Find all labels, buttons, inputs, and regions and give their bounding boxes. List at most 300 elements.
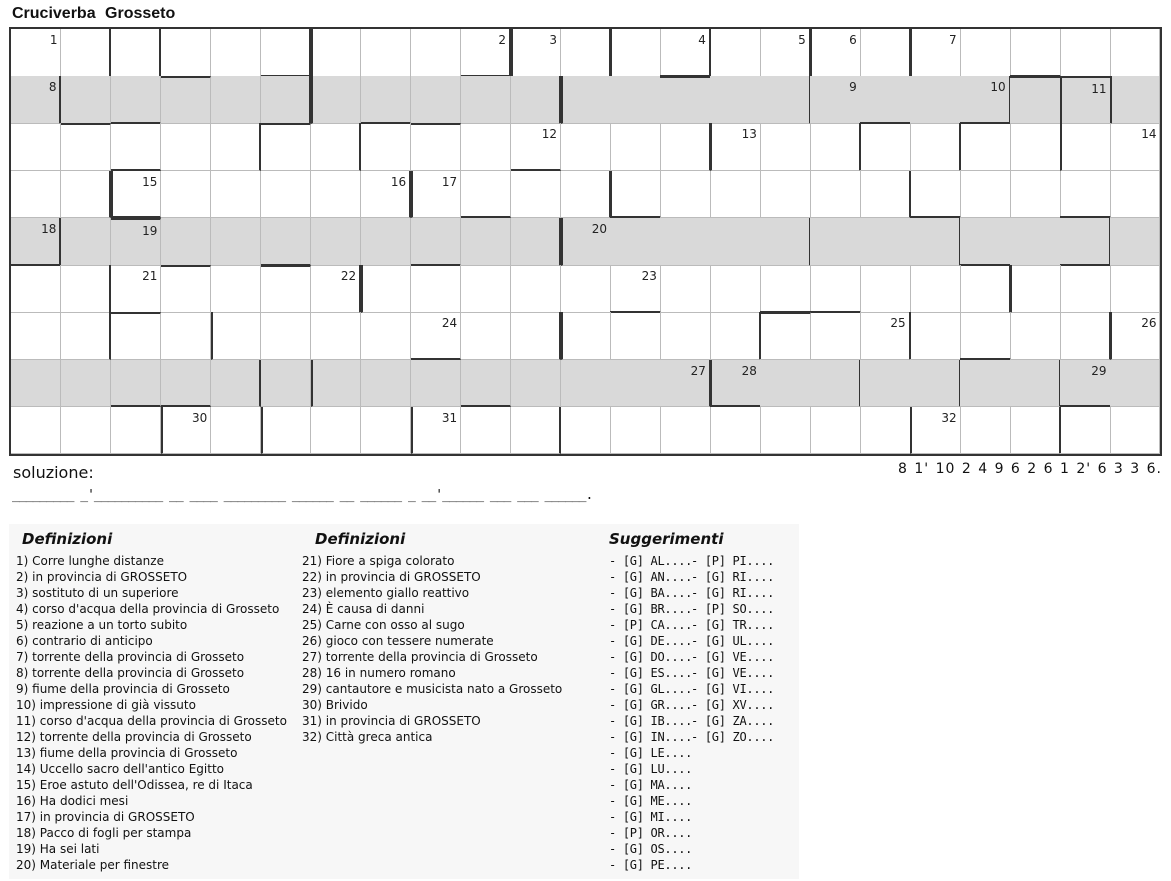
grid-cell[interactable] [760,312,810,360]
definition-item: 20) Materiale per finestre [16,858,170,872]
grid-cell[interactable] [411,171,461,219]
grid-cell[interactable] [1010,76,1060,124]
grid-cell[interactable] [361,360,411,408]
suggestion-item: - [G] LE.... [609,746,693,760]
grid-cell[interactable] [960,360,1010,408]
grid-cell[interactable] [1110,29,1160,77]
clue-number: 31 [441,410,458,425]
grid-cell[interactable] [361,218,411,266]
definition-item: 31) in provincia di GROSSETO [302,714,481,728]
suggestion-item: - [G] RI.... [691,586,775,600]
grid-cell[interactable] [511,407,561,455]
definition-item: 12) torrente della provincia di Grosseto [16,730,252,744]
grid-cell[interactable] [760,407,810,455]
grid-cell[interactable] [311,360,361,408]
clue-number: 20 [591,221,607,236]
grid-cell[interactable] [461,123,511,171]
grid-cell[interactable] [810,360,860,408]
grid-cell[interactable] [810,312,860,360]
clue-number: 30 [192,410,208,425]
grid-cell[interactable] [810,171,860,219]
grid-cell[interactable] [61,123,111,171]
grid-cell[interactable] [710,218,760,266]
grid-cell[interactable] [511,171,561,219]
grid-cell[interactable] [161,312,211,360]
grid-cell[interactable] [161,360,211,408]
grid-cell[interactable] [511,360,561,408]
solution-label: soluzione: [13,463,94,482]
grid-cell[interactable] [461,76,511,124]
suggestion-item: - [P] SO.... [691,602,775,616]
grid-cell[interactable] [261,76,311,124]
suggestion-item: - [G] MA.... [609,778,693,792]
grid-cell[interactable] [660,312,710,360]
grid-cell[interactable] [1060,312,1110,360]
grid-cell[interactable] [111,76,161,124]
clue-number: 22 [340,269,357,284]
definition-item: 15) Eroe astuto dell'Odissea, re di Itaca [16,778,253,792]
grid-cell[interactable] [1060,123,1110,171]
grid-cell[interactable] [710,265,760,313]
grid-cell[interactable] [610,29,660,77]
grid-cell[interactable] [361,407,411,455]
clue-number: 2 [498,33,507,47]
grid-cell[interactable] [361,29,411,77]
grid-cell[interactable] [960,312,1010,360]
grid-cell[interactable] [860,407,910,455]
suggestions-heading: Suggerimenti [609,530,724,548]
definition-item: 2) in provincia di GROSSETO [16,570,188,584]
suggestion-item: - [P] PI.... [691,554,775,568]
suggestion-item: - [G] VE.... [691,650,775,664]
suggestions-list-2 [691,553,774,745]
grid-cell[interactable] [810,29,860,77]
grid-cell[interactable] [11,123,61,171]
definitions-list-1 [16,553,287,873]
grid-cell[interactable] [261,265,311,313]
grid-cell[interactable] [561,312,611,360]
grid-cell[interactable] [461,407,511,455]
clue-number: 26 [1141,316,1157,331]
grid-cell[interactable] [1010,407,1060,455]
grid-cell[interactable] [11,171,61,219]
grid-cell[interactable] [810,265,860,313]
grid-cell[interactable] [161,407,211,455]
grid-cell[interactable] [311,218,361,266]
grid-cell[interactable] [361,76,411,124]
grid-cell[interactable] [660,76,710,124]
grid-cell[interactable] [561,123,611,171]
grid-cell[interactable] [211,171,261,219]
grid-cell[interactable] [561,218,611,266]
grid-cell[interactable] [960,123,1010,171]
grid-cell[interactable] [960,265,1010,313]
grid-cell[interactable] [561,360,611,408]
grid-cell[interactable] [111,265,161,313]
grid-cell[interactable] [1110,407,1160,455]
clue-number: 27 [690,363,706,378]
grid-cell[interactable] [111,171,161,219]
definition-item: 30) Brivido [302,698,368,712]
grid-cell[interactable] [710,76,760,124]
solution-blanks: _________ _'__________ __ ____ _________ ______ __ ______ _ __'______ ___ ___ ______. [12,488,593,503]
grid-cell[interactable] [1110,360,1160,408]
grid-cell[interactable] [411,218,461,266]
grid-cell[interactable] [960,29,1010,77]
grid-cell[interactable] [910,218,960,266]
suggestion-item: - [P] CA.... [609,618,693,632]
grid-cell[interactable] [211,407,261,455]
grid-cell[interactable] [660,29,710,77]
grid-cell[interactable] [411,360,461,408]
suggestion-item: - [G] AL.... [609,554,693,568]
grid-cell[interactable] [760,29,810,77]
grid-cell[interactable] [211,360,261,408]
clue-number: 25 [890,316,906,331]
grid-cell[interactable] [660,218,710,266]
suggestion-item: - [G] DE.... [609,634,693,648]
grid-cell[interactable] [860,76,910,124]
definition-item: 17) in provincia di GROSSETO [16,810,195,824]
clue-number: 10 [990,80,1006,95]
definition-item: 6) contrario di anticipo [16,634,153,648]
grid-cell[interactable] [111,312,161,360]
grid-cell[interactable] [261,218,311,266]
grid-cell[interactable] [111,407,161,455]
grid-cell[interactable] [610,360,660,408]
solution-code: 8 1' 10 2 4 9 6 2 6 1 2' 6 3 3 6. [898,461,1162,477]
grid-cell[interactable] [710,407,760,455]
grid-cell[interactable] [211,265,261,313]
grid-cell[interactable] [311,171,361,219]
grid-cell[interactable] [11,265,61,313]
definition-item: 16) Ha dodici mesi [16,794,129,808]
clue-number: 13 [741,127,757,142]
suggestion-item: - [G] BA.... [609,586,693,600]
suggestion-item: - [G] GL.... [609,682,693,696]
grid-cell[interactable] [561,265,611,313]
grid-cell[interactable] [261,407,311,455]
suggestion-item: - [G] UL.... [691,634,775,648]
grid-cell[interactable] [311,265,361,313]
grid-cell[interactable] [810,123,860,171]
grid-cell[interactable] [610,123,660,171]
grid-cell[interactable] [11,360,61,408]
grid-cell[interactable] [411,407,461,455]
grid-cell[interactable] [361,312,411,360]
grid-cell[interactable] [610,76,660,124]
clue-number: 4 [698,33,706,47]
clue-number: 12 [541,127,558,142]
grid-cell[interactable] [1060,265,1110,313]
grid-cell[interactable] [860,218,910,266]
grid-cell[interactable] [311,29,361,77]
grid-cell[interactable] [361,171,411,219]
grid-cell[interactable] [161,265,211,313]
grid-cell[interactable] [760,360,810,408]
grid-cell[interactable] [311,407,361,455]
suggestion-item: - [G] DO.... [609,650,693,664]
grid-cell[interactable] [411,76,461,124]
grid-cell[interactable] [1010,123,1060,171]
definition-item: 28) 16 in numero romano [302,666,456,680]
definition-item: 25) Carne con osso al sugo [302,618,465,632]
grid-cell[interactable] [1060,218,1110,266]
grid-cell[interactable] [61,29,111,77]
clue-number: 16 [390,174,407,189]
definition-item: 7) torrente della provincia di Grosseto [16,650,245,664]
definition-item: 5) reazione a un torto subito [16,618,188,632]
grid-cell[interactable] [211,218,261,266]
grid-cell[interactable] [361,265,411,313]
grid-cell[interactable] [1010,312,1060,360]
grid-cell[interactable] [1060,407,1110,455]
grid-cell[interactable] [910,312,960,360]
grid-cell[interactable] [710,29,760,77]
grid-cell[interactable] [710,312,760,360]
grid-cell[interactable] [411,123,461,171]
grid-cell[interactable] [511,123,561,171]
grid-cell[interactable] [11,29,61,77]
grid-cell[interactable] [1110,76,1160,124]
clue-number: 18 [41,221,57,236]
grid-cell[interactable] [61,312,111,360]
definition-item: 10) impressione di già vissuto [16,698,196,712]
suggestion-item: - [G] VI.... [691,682,775,696]
suggestions-list-1 [609,553,692,873]
grid-cell[interactable] [461,312,511,360]
grid-cell[interactable] [1010,265,1060,313]
grid-cell[interactable] [860,312,910,360]
grid-cell[interactable] [61,265,111,313]
suggestion-item: - [G] IB.... [609,714,693,728]
grid-cell[interactable] [11,312,61,360]
grid-cell[interactable] [461,218,511,266]
grid-cell[interactable] [311,76,361,124]
definition-item: 26) gioco con tessere numerate [302,634,494,648]
definition-item: 18) Pacco di fogli per stampa [16,826,192,840]
definition-item: 9) fiume della provincia di Grosseto [16,682,230,696]
grid-cell[interactable] [960,76,1010,124]
definitions-list-2 [302,553,562,745]
definition-item: 4) corso d'acqua della provincia di Grosseto [16,602,280,616]
suggestion-item: - [G] ZO.... [691,730,775,744]
suggestion-item: - [G] TR.... [691,618,775,632]
grid-cell[interactable] [810,407,860,455]
grid-cell[interactable] [61,171,111,219]
grid-cell[interactable] [660,123,710,171]
grid-cell[interactable] [760,171,810,219]
grid-cell[interactable] [710,123,760,171]
grid-cell[interactable] [960,171,1010,219]
grid-cell[interactable] [960,407,1010,455]
suggestion-item: - [G] XV.... [691,698,775,712]
grid-cell[interactable] [211,312,261,360]
grid-cell[interactable] [760,76,810,124]
grid-cell[interactable] [61,76,111,124]
grid-cell[interactable] [660,265,710,313]
grid-cell[interactable] [860,360,910,408]
grid-cell[interactable] [461,171,511,219]
grid-cell[interactable] [61,360,111,408]
grid-cell[interactable] [1110,218,1160,266]
grid-cell[interactable] [810,76,860,124]
grid-cell[interactable] [511,218,561,266]
grid-cell[interactable] [1010,218,1060,266]
grid-cell[interactable] [11,218,61,266]
definition-item: 32) Città greca antica [302,730,433,744]
clue-number: 19 [142,223,158,238]
grid-cell[interactable] [411,312,461,360]
grid-cell[interactable] [910,171,960,219]
grid-cell[interactable] [860,171,910,219]
clue-number: 17 [441,174,458,189]
suggestion-item: - [G] ME.... [609,794,693,808]
definition-item: 19) Ha sei lati [16,842,100,856]
grid-cell[interactable] [11,407,61,455]
definition-item: 23) elemento giallo reattivo [302,586,470,600]
grid-cell[interactable] [910,265,960,313]
grid-cell[interactable] [211,123,261,171]
crossword-grid [9,27,1162,456]
grid-cell[interactable] [710,171,760,219]
grid-cell[interactable] [61,407,111,455]
grid-cell[interactable] [1010,29,1060,77]
grid-cell[interactable] [1010,171,1060,219]
grid-cell[interactable] [660,171,710,219]
grid-cell[interactable] [261,29,311,77]
definition-item: 13) fiume della provincia di Grosseto [16,746,238,760]
definitions-heading-2: Definizioni [315,530,406,548]
grid-cell[interactable] [1110,265,1160,313]
grid-cell[interactable] [411,29,461,77]
clue-number: 5 [798,33,806,47]
grid-cell[interactable] [161,171,211,219]
grid-cell[interactable] [910,29,960,77]
grid-cell[interactable] [860,29,910,77]
grid-cell[interactable] [561,407,611,455]
grid-cell[interactable] [511,29,561,77]
suggestion-item: - [G] IN.... [609,730,693,744]
grid-cell[interactable] [561,171,611,219]
grid-cell[interactable] [511,312,561,360]
grid-cell[interactable] [111,123,161,171]
grid-cell[interactable] [311,123,361,171]
suggestion-item: - [G] RI.... [691,570,775,584]
grid-cell[interactable] [960,218,1010,266]
definition-item: 27) torrente della provincia di Grosseto [302,650,538,664]
clue-number: 23 [641,269,657,284]
clue-number: 8 [48,80,57,95]
grid-cell[interactable] [1110,171,1160,219]
grid-cell[interactable] [111,29,161,77]
grid-cell[interactable] [810,218,860,266]
grid-cell[interactable] [660,360,710,408]
grid-cell[interactable] [610,265,660,313]
grid-cell[interactable] [261,360,311,408]
definition-item: 24) È causa di danni [302,602,425,616]
grid-cell[interactable] [610,171,660,219]
grid-cell[interactable] [211,29,261,77]
grid-cell[interactable] [860,123,910,171]
definition-item: 29) cantautore e musicista nato a Grosseto [302,682,563,696]
grid-cell[interactable] [261,171,311,219]
grid-cell[interactable] [1060,76,1110,124]
clue-number: 32 [941,410,957,425]
grid-cell[interactable] [561,29,611,77]
clue-number: 21 [142,269,158,284]
grid-cell[interactable] [910,407,960,455]
grid-cell[interactable] [910,76,960,124]
grid-cell[interactable] [461,360,511,408]
grid-cell[interactable] [610,312,660,360]
definition-item: 14) Uccello sacro dell'antico Egitto [16,762,224,776]
grid-cell[interactable] [511,265,561,313]
grid-cell[interactable] [261,312,311,360]
grid-cell[interactable] [61,218,111,266]
clue-number: 15 [142,174,158,189]
grid-cell[interactable] [511,76,561,124]
grid-cell[interactable] [411,265,461,313]
grid-cell[interactable] [111,360,161,408]
grid-cell[interactable] [910,360,960,408]
grid-cell[interactable] [461,265,511,313]
grid-cell[interactable] [1110,312,1160,360]
grid-cell[interactable] [760,218,810,266]
grid-cell[interactable] [161,218,211,266]
grid-cell[interactable] [1060,29,1110,77]
grid-cell[interactable] [311,312,361,360]
definition-item: 8) torrente della provincia di Grosseto [16,666,245,680]
suggestion-item: - [G] ES.... [609,666,693,680]
suggestion-item: - [G] VE.... [691,666,775,680]
grid-cell[interactable] [1010,360,1060,408]
grid-cell[interactable] [461,29,511,77]
grid-cell[interactable] [261,123,311,171]
grid-cell[interactable] [561,76,611,124]
grid-cell[interactable] [660,407,710,455]
definition-item: 3) sostituto di un superiore [16,586,179,600]
suggestion-item: - [G] BR.... [609,602,693,616]
grid-cell[interactable] [710,360,760,408]
grid-cell[interactable] [111,218,161,266]
definition-item: 21) Fiore a spiga colorato [302,554,455,568]
grid-cell[interactable] [11,76,61,124]
grid-cell[interactable] [361,123,411,171]
suggestion-item: - [G] MI.... [609,810,693,824]
suggestion-item: - [G] ZA.... [691,714,775,728]
clue-number: 14 [1141,127,1157,142]
grid-cell[interactable] [760,265,810,313]
grid-cell[interactable] [760,123,810,171]
grid-cell[interactable] [161,123,211,171]
grid-cell[interactable] [161,76,211,124]
grid-cell[interactable] [1060,171,1110,219]
clue-number: 3 [549,33,558,47]
definition-item: 11) corso d'acqua della provincia di Grosseto [16,714,287,728]
grid-cell[interactable] [860,265,910,313]
grid-cell[interactable] [161,29,211,77]
clue-number: 24 [441,316,458,331]
clue-number: 29 [1091,363,1107,378]
grid-cell[interactable] [610,218,660,266]
grid-cell[interactable] [1060,360,1110,408]
clue-number: 9 [849,80,857,95]
grid-cell[interactable] [910,123,960,171]
grid-cell[interactable] [211,76,261,124]
grid-cell[interactable] [1110,123,1160,171]
grid-cell[interactable] [610,407,660,455]
